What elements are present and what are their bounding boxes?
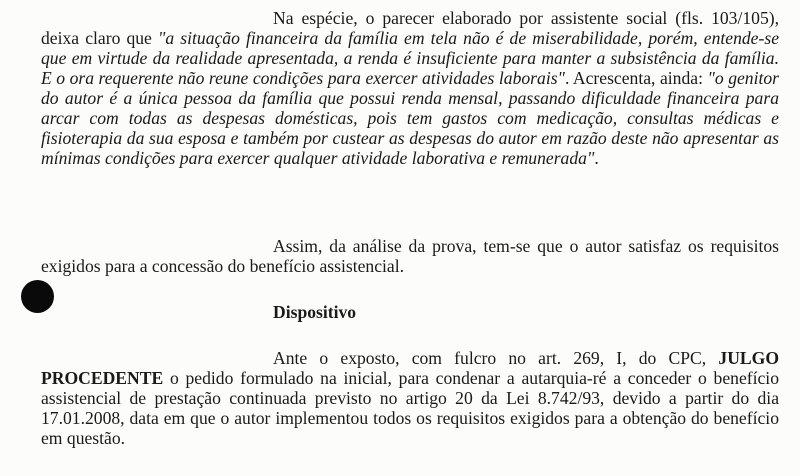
paragraph-social-report xyxy=(41,8,779,168)
quote-social-worker-2: "o genitor do autor é a única pessoa da família que possui renda mensal, passando dificuldade financeira para arcar com todas as despesas domésticas, pois tem gastos com medicação, consultas médicas e fisioterapia da sua esposa e também por custear as despesas do autor em razão deste não apresentar as mínimas condições para exercer qualquer atividade laborativa e remunerada" xyxy=(41,68,780,168)
paragraph-1-lead: Na espécie, o parecer elaborado por assistente social (fls. 103/105), deixa claro que xyxy=(41,8,779,48)
punch-hole-mark xyxy=(21,280,54,313)
verdict-text: JULGO PROCEDENTE xyxy=(41,348,779,388)
section-heading-dispositivo: Dispositivo xyxy=(273,302,357,322)
paragraph-3-rest: o pedido formulado na inicial, para condenar a autarquia-ré a conceder o benefício assistencial de prestação continuada previsto no artigo 20 da Lei 8.742/93, devido a partir do dia 17.01.2008, data em que o autor implementou todos os requisitos exigidos para a obtenção do benefício em questão. xyxy=(41,368,779,448)
paragraph-3-lead: Ante o exposto, com fulcro no art. 269, I, do CPC, xyxy=(273,348,719,368)
paragraph-conclusion: Assim, da análise da prova, tem-se que o autor satisfaz os requisitos exigidos para a concessão do benefício assistencial. xyxy=(41,236,779,276)
paragraph-1-middle: . Acrescenta, ainda: xyxy=(564,68,708,88)
paragraph-1-end: . xyxy=(594,148,599,168)
paragraph-ruling xyxy=(41,348,779,448)
quote-social-worker-1: "a situação financeira da família em tela não é de miserabilidade, porém, entende-se que em virtude da realidade apresentada, a renda é insuficiente para manter a subsistência da família. E o ora requerente não reune condições para exercer atividades laborais" xyxy=(41,28,779,88)
